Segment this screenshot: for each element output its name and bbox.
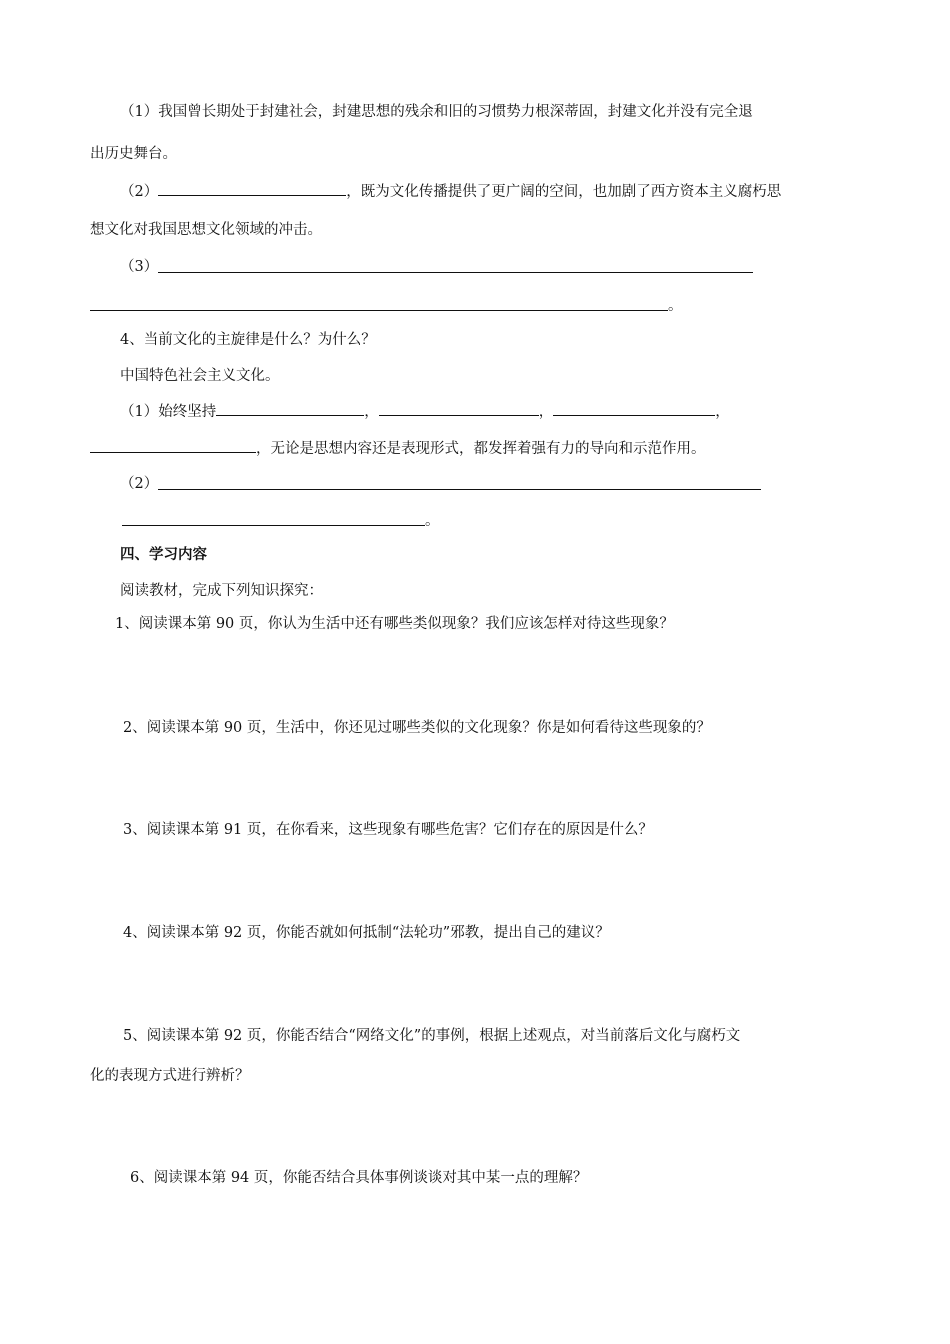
- fill-blank[interactable]: [122, 525, 425, 526]
- fill-blank[interactable]: [158, 181, 346, 196]
- question-5-line-2: 化的表现方式进行辨析？: [90, 1068, 250, 1084]
- section-heading: 四、学习内容: [120, 547, 207, 563]
- question-5-line-1: 5、阅读课本第 92 页，你能否结合“网络文化”的事例，根据上述观点，对当前落后文化与腐朽文: [123, 1028, 741, 1044]
- comma: ，: [538, 404, 554, 420]
- question-6: 6、阅读课本第 94 页，你能否结合具体事例谈谈对其中某一点的理解？: [130, 1170, 588, 1186]
- comma: ，: [715, 404, 730, 420]
- para-3-end: 。: [668, 298, 683, 314]
- fill-blank[interactable]: [90, 438, 256, 453]
- fill-blank[interactable]: [90, 310, 668, 311]
- para-3-prefix: （3）: [120, 259, 159, 275]
- para-3-line-1: [120, 257, 158, 277]
- para-1-line-2: 出历史舞台。: [90, 146, 177, 162]
- para-1-line-1: （1）我国曾长期处于封建社会，封建思想的残余和旧的习惯势力根深蒂固，封建文化并没有完全退: [120, 104, 753, 120]
- para-2-line-2: 想文化对我国思想文化领域的冲击。: [90, 222, 322, 238]
- fill-blank[interactable]: [216, 401, 364, 416]
- para-2-suffix: ，既为文化传播提供了更广阔的空间，也加剧了西方资本主义腐朽思: [346, 184, 782, 200]
- section-intro: 阅读教材，完成下列知识探究：: [120, 583, 323, 599]
- q4-para-2-prefix: （2）: [120, 476, 159, 492]
- q4-para-1-line-2: [90, 438, 706, 459]
- fill-blank[interactable]: [158, 489, 761, 490]
- fill-blank[interactable]: [379, 401, 539, 416]
- q4-para-1-line-1: [120, 401, 730, 422]
- question-1: 1、阅读课本第 90 页，你认为生活中还有哪些类似现象？我们应该怎样对待这些现象？: [115, 616, 674, 632]
- para-2-line-1: [120, 181, 781, 202]
- fill-blank[interactable]: [553, 401, 715, 416]
- comma: ，: [364, 404, 379, 420]
- para-2-prefix: （2）: [120, 184, 159, 200]
- question-4: 4、阅读课本第 92 页，你能否就如何抵制“法轮功”邪教，提出自己的建议？: [123, 925, 610, 941]
- question-2: 2、阅读课本第 90 页，生活中，你还见过哪些类似的文化现象？你是如何看待这些现象的？: [123, 720, 711, 736]
- q4-para-1-suffix: ，无论是思想内容还是表现形式，都发挥着强有力的导向和示范作用。: [256, 441, 706, 457]
- question-3: 3、阅读课本第 91 页，在你看来，这些现象有哪些危害？它们存在的原因是什么？: [123, 822, 653, 838]
- question-4-answer: 中国特色社会主义文化。: [120, 368, 280, 384]
- question-4: 4、当前文化的主旋律是什么？为什么？: [120, 332, 376, 348]
- fill-blank[interactable]: [158, 272, 753, 273]
- q4-para-1-prefix: （1）始终坚持: [120, 404, 217, 420]
- q4-para-2-end: 。: [425, 513, 440, 529]
- q4-para-2-line-1: [120, 474, 158, 494]
